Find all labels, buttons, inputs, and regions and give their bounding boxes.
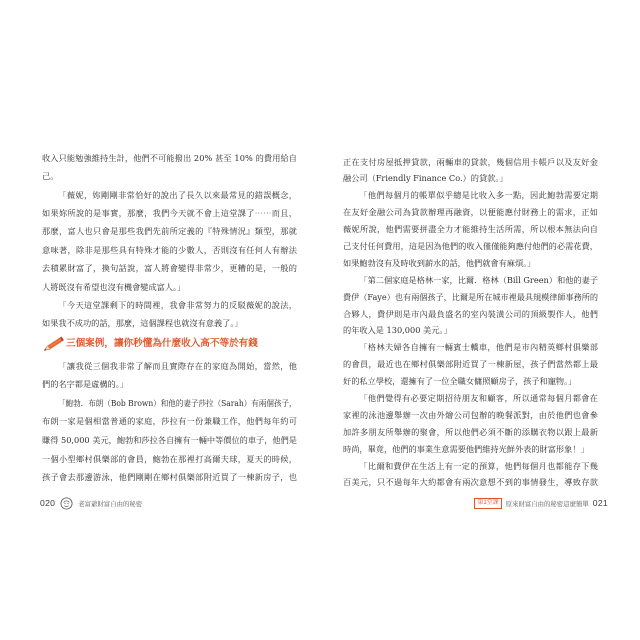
book-title: 老富爺財富自由的秘密 bbox=[78, 500, 143, 508]
text-line-row bbox=[343, 255, 598, 272]
text-line: 己支付任何費用，這是因為他們的收入僅僅能夠應付他們的必需花費， bbox=[343, 241, 599, 251]
text-line: 的會員，最近也在鄉村俱樂部附近買了一棟新屋，孩子們當然都上最 bbox=[343, 359, 599, 370]
text-line-row bbox=[42, 149, 297, 167]
text-line-row bbox=[42, 431, 297, 450]
text-line-row bbox=[343, 424, 598, 441]
text-line: 加許多朋友所舉辦的聚會，所以他們必須不斷的添購衣物以跟上最新 bbox=[343, 426, 599, 437]
text-line-row bbox=[42, 186, 297, 204]
text-line: 「鮑勃．布朗（Bob Brown）和他的妻子莎拉（Sarah）有兩個孩子， bbox=[58, 397, 297, 408]
text-line-row bbox=[343, 390, 598, 407]
text-line-row bbox=[42, 450, 297, 469]
section-heading-row bbox=[42, 336, 298, 352]
text-line: 家裡的泳池邊舉辦一次由外燴公司包辦的晚餐派對，由於他們也會參 bbox=[343, 409, 599, 420]
text-line-row bbox=[343, 238, 598, 255]
text-line-row bbox=[42, 259, 297, 277]
left-page-body-bottom bbox=[42, 357, 297, 487]
section-heading bbox=[66, 336, 298, 352]
text-line-row bbox=[343, 187, 598, 204]
text-line: 合夥人，費伊則是市內最負盛名的室內裝潢公司的頂級製作人，他們 bbox=[343, 308, 599, 319]
pencil-icon bbox=[42, 336, 64, 352]
text-line: 費伊（Faye）也有兩個孩子，比爾是所在城市裡最具規模律師事務所的 bbox=[343, 291, 598, 302]
right-page-footer bbox=[474, 496, 608, 510]
page-number: 021 bbox=[592, 498, 608, 508]
text-line-row bbox=[42, 357, 297, 376]
text-line: 如果妳所說的是事實，那麼，我們今天就不會上這堂課了⋯⋯而且， bbox=[42, 207, 298, 218]
text-line-row bbox=[343, 221, 598, 238]
logo-icon bbox=[60, 497, 73, 510]
text-line: 「讓我從三個我非常了解而且實際存在的家庭為開始，當然，他 bbox=[58, 360, 298, 371]
text-line: 「比爾和費伊在生活上有一定的預算，他們每個月也都能存下幾 bbox=[359, 460, 599, 471]
text-line: 在友好金融公司為貸款辦理再融資，以便能應付財務上的需求，正如 bbox=[343, 207, 599, 218]
chapter-title: 原來財富自由的秘密這麼簡單 bbox=[505, 500, 589, 508]
text-line-row bbox=[343, 289, 598, 306]
text-line: 人將既沒有希望也沒有機會變成富人。」 bbox=[42, 281, 186, 292]
text-line-row bbox=[343, 458, 598, 475]
text-line-row bbox=[343, 474, 598, 491]
text-line: 「今天這堂課剩下的時間裡，我會非常努力的反駁薇妮的說法， bbox=[58, 299, 298, 310]
text-line: 薇妮所說，他們需要拼盡全力才能維持生活所需，所以根本無法向自 bbox=[343, 224, 599, 235]
text-line-row bbox=[42, 167, 297, 185]
text-line: 百美元，只不過每年大約都會有兩次意想不到的事情發生，導致存款 bbox=[343, 477, 599, 488]
text-line-row bbox=[42, 222, 297, 240]
text-line: 去積累財富了，換句話說，富人將會變得非常少，更糟的是，一般的 bbox=[42, 263, 298, 274]
left-page-body-top bbox=[42, 149, 297, 333]
section-heading-text: 三個案例，讓你秒懂為什麼收入高不等於有錢 bbox=[66, 338, 258, 349]
text-line-row bbox=[42, 468, 297, 487]
text-line: 布朗一家是個相當普通的家庭，莎拉有一份兼職工作，他們每年約可 bbox=[42, 416, 298, 427]
text-line: 們的名字都是虛構的。」 bbox=[42, 379, 128, 390]
text-line: 意味著，除非是那些具有特殊才能的少數人，否則沒有任何人有辦法 bbox=[42, 244, 298, 255]
text-line: 「薇妮，妳剛剛非常恰好的說出了長久以來最常見的錯誤概念， bbox=[58, 189, 298, 200]
text-line: 「格林夫婦各自擁有一輛賓士轎車，他們是市內精英鄉村俱樂部 bbox=[359, 342, 599, 353]
text-line: 正在支付房屋抵押貸款，兩輛車的貸款，幾個信用卡帳戶以及友好金 bbox=[343, 156, 599, 167]
text-line: 的年收入是 130,000 美元。」 bbox=[343, 325, 452, 336]
text-line: 「他們每個月的帳單似乎總是比收入多一點，因此鮑勃需要定期 bbox=[359, 190, 599, 201]
text-line-row bbox=[343, 373, 598, 390]
text-line: 收入只能勉強維持生計，他們不可能撥出 20% 甚至 10% 的費用給自 bbox=[42, 152, 298, 163]
text-line-row bbox=[343, 322, 598, 339]
text-line: 那麼，富人也只會是那些我們先前所定義的『特殊情況』類型，那就 bbox=[42, 226, 298, 237]
left-page-footer bbox=[40, 496, 142, 510]
text-line-row bbox=[42, 412, 297, 431]
text-line-row bbox=[42, 394, 297, 413]
text-line-row bbox=[343, 441, 598, 458]
text-line-row bbox=[343, 306, 598, 323]
text-line: 融公司（Friendly Finance Co.）的貸款。」 bbox=[343, 173, 508, 184]
right-page-body bbox=[343, 154, 598, 492]
text-line-row bbox=[42, 375, 297, 394]
text-line-row bbox=[343, 170, 598, 187]
text-line-row bbox=[42, 296, 297, 314]
text-line-row bbox=[343, 272, 598, 289]
text-line: 如果我不成功的話，那麼，這個課程也就沒有意義了。」 bbox=[42, 318, 243, 329]
text-line: 如果鮑勃沒有及時收到薪水的話，他們就會有麻煩。」 bbox=[343, 257, 536, 268]
text-line: 「第二個家庭是格林一家，比爾．格林（Bill Green）和他的妻子 bbox=[359, 274, 598, 285]
text-line-row bbox=[42, 241, 297, 259]
text-line: 時尚，畢竟，他們的事業生意需要他們維持光鮮外表的財富形象！」 bbox=[343, 443, 589, 454]
text-line-row bbox=[343, 407, 598, 424]
text-line: 好的私立學校，還擁有了一位全職女傭照顧房子，孩子和寵物。」 bbox=[343, 376, 577, 387]
text-line-row bbox=[343, 154, 598, 171]
text-line: 孩子會去那邊游泳，他們剛剛在鄉村俱樂部附近買了一棟新房子，也 bbox=[42, 472, 298, 483]
page-number: 020 bbox=[40, 498, 56, 508]
text-line-row bbox=[42, 314, 297, 332]
text-line-row bbox=[343, 339, 598, 356]
text-line-row bbox=[343, 204, 598, 221]
text-line: 賺得 50,000 美元，鮑勃和莎拉各自擁有一輛中等價位的車子，他們是 bbox=[42, 435, 297, 446]
text-line: 「他們覺得有必要定期招待朋友和顧客，所以通常每個月都會在 bbox=[359, 393, 599, 404]
text-line-row bbox=[343, 356, 598, 373]
chapter-label: 第1堂課 bbox=[474, 498, 501, 509]
text-line-row bbox=[42, 278, 297, 296]
text-line: 一個小型鄉村俱樂部的會員，鮑勃在那裡打高爾夫球，夏天的時候， bbox=[42, 453, 298, 464]
text-line-row bbox=[42, 204, 297, 222]
text-line: 己。 bbox=[42, 171, 59, 182]
